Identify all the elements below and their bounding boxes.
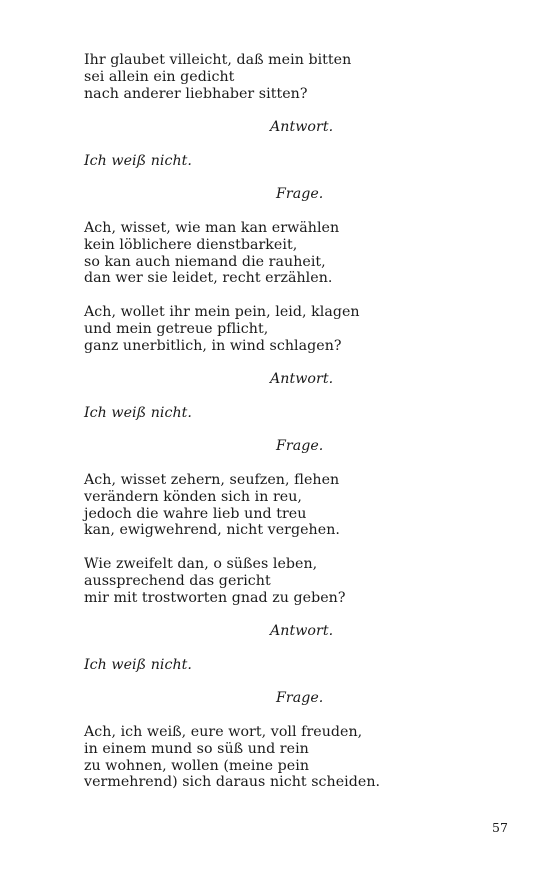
stanza-2-line-4: dan wer sie leidet, recht erzählen. [84, 270, 333, 286]
stanza-1-line-3: nach anderer liebhaber sitten? [84, 86, 308, 102]
antwort-heading-2: Antwort. [270, 371, 334, 387]
stanza-4-line-2: verändern könden sich in reu, [84, 489, 302, 505]
answer-2: Ich weiß nicht. [84, 405, 192, 421]
frage-heading-1: Frage. [276, 186, 324, 202]
frage-heading-2: Frage. [276, 438, 324, 454]
antwort-heading-3: Antwort. [270, 623, 334, 639]
stanza-6-line-4: vermehrend) sich daraus nicht scheiden. [84, 774, 381, 790]
stanza-5-line-1: Wie zweifelt dan, o süßes leben, [84, 556, 318, 572]
stanza-5-line-2: aussprechend das gericht [84, 573, 271, 589]
stanza-3-line-2: und mein getreue pflicht, [84, 321, 269, 337]
stanza-2-line-3: so kan auch niemand die rauheit, [84, 254, 326, 270]
stanza-2-line-1: Ach, wisset, wie man kan erwählen [84, 220, 340, 236]
stanza-5-line-3: mir mit trostworten gnad zu geben? [84, 590, 346, 606]
stanza-6-line-1: Ach, ich weiß, eure wort, voll freuden, [84, 724, 363, 740]
stanza-3-line-3: ganz unerbitlich, in wind schlagen? [84, 338, 342, 354]
stanza-2-line-2: kein löblichere dienstbarkeit, [84, 237, 298, 253]
answer-3: Ich weiß nicht. [84, 657, 192, 673]
frage-heading-3: Frage. [276, 690, 324, 706]
stanza-4-line-4: kan, ewigwehrend, nicht vergehen. [84, 522, 340, 538]
stanza-3-line-1: Ach, wollet ihr mein pein, leid, klagen [84, 304, 360, 320]
stanza-1-line-1: Ihr glaubet villeicht, daß mein bitten [84, 52, 352, 68]
page-number: 57 [492, 820, 508, 835]
antwort-heading-1: Antwort. [270, 119, 334, 135]
answer-1: Ich weiß nicht. [84, 153, 192, 169]
stanza-6-line-2: in einem mund so süß und rein [84, 741, 309, 757]
stanza-4-line-1: Ach, wisset zehern, seufzen, flehen [84, 472, 340, 488]
stanza-1-line-2: sei allein ein gedicht [84, 69, 235, 85]
stanza-6-line-3: zu wohnen, wollen (meine pein [84, 758, 310, 774]
stanza-4-line-3: jedoch die wahre lieb und treu [84, 506, 307, 522]
